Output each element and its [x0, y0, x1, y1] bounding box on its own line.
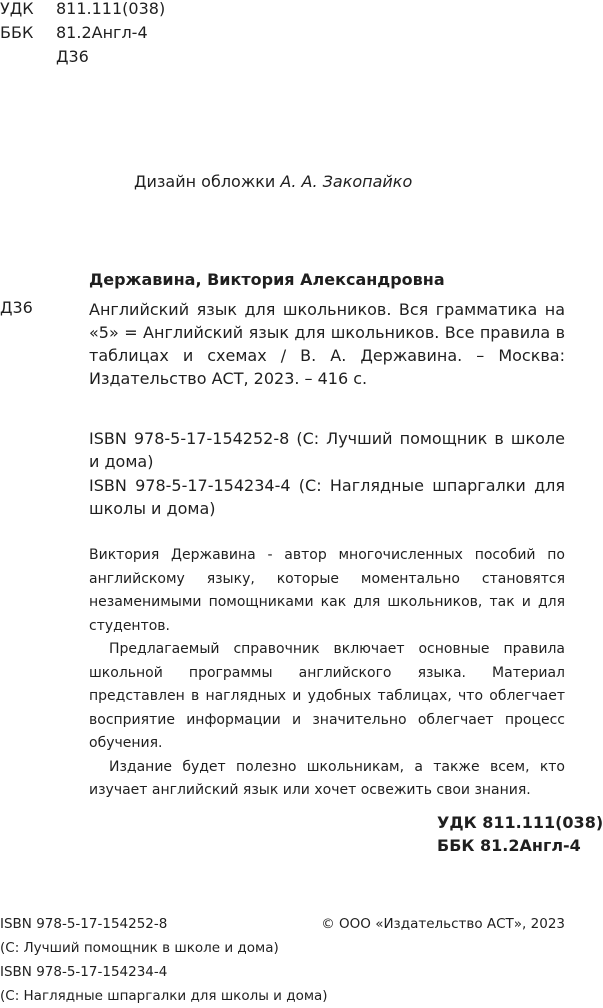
udk-label: УДК: [0, 0, 34, 18]
bbk-value: 81.2Англ-4: [56, 23, 148, 42]
imprint-isbn-2: ISBN 978-5-17-154234-4: [0, 964, 168, 980]
author-heading: Державина, Виктория Александровна: [89, 270, 445, 289]
isbn-entry-2: ISBN 978-5-17-154234-4 (С: Наглядные шпаргалки для школы и дома): [89, 476, 565, 518]
designer-name: А. А. Закопайко: [280, 172, 413, 191]
imprint-isbn-1: ISBN 978-5-17-154252-8: [0, 916, 168, 932]
bibliographic-description: Английский язык для школьников. Вся грамматика на «5» = Английский язык для школьников. Все правила в таблицах и схемах / В. А. Державина. – Москва: Издательство АСТ, 2023. – 416 с.: [89, 300, 565, 388]
bottom-classification: [437, 811, 603, 857]
cover-designer: [134, 172, 412, 191]
bbk-label: ББК: [0, 23, 34, 42]
imprint-series-2: (С: Наглядные шпаргалки для школы и дома): [0, 988, 328, 1004]
annotation-paragraph: Предлагаемый справочник включает основные правила школьной программы английского языка. Материал представлен в наглядных и удобных таблицах, что облегчает восприятие информации и значительно облегчает процесс обучения.: [89, 641, 565, 751]
bbk-line: [0, 21, 165, 45]
isbn-entry-1: ISBN 978-5-17-154252-8 (С: Лучший помощник в школе и дома): [89, 429, 565, 471]
udk-value: 811.111(038): [56, 0, 166, 18]
imprint-series-1: (С: Лучший помощник в школе и дома): [0, 940, 279, 956]
author-mark: Д36: [56, 47, 89, 66]
bbk-code: ББК 81.2Англ-4: [437, 836, 581, 855]
annotation-paragraph: Виктория Державина - автор многочисленных пособий по английскому языку, которые моментально становятся незаменимыми помощниками как для школьников, так и для студентов.: [89, 547, 565, 634]
annotation-paragraph: Издание будет полезно школьникам, а также всем, кто изучает английский язык или хочет освежить свои знания.: [89, 758, 565, 798]
imprint: [0, 912, 328, 1008]
copyright: © ООО «Издательство АСТ», 2023: [321, 916, 565, 932]
library-code: Д36: [0, 298, 33, 317]
udk-code: УДК 811.111(038): [437, 813, 603, 832]
classification-block: [0, 0, 165, 69]
designer-prefix: Дизайн обложки: [134, 172, 281, 191]
author-mark-line: [0, 45, 165, 69]
annotation: [89, 544, 565, 803]
udk-line: [0, 0, 165, 21]
